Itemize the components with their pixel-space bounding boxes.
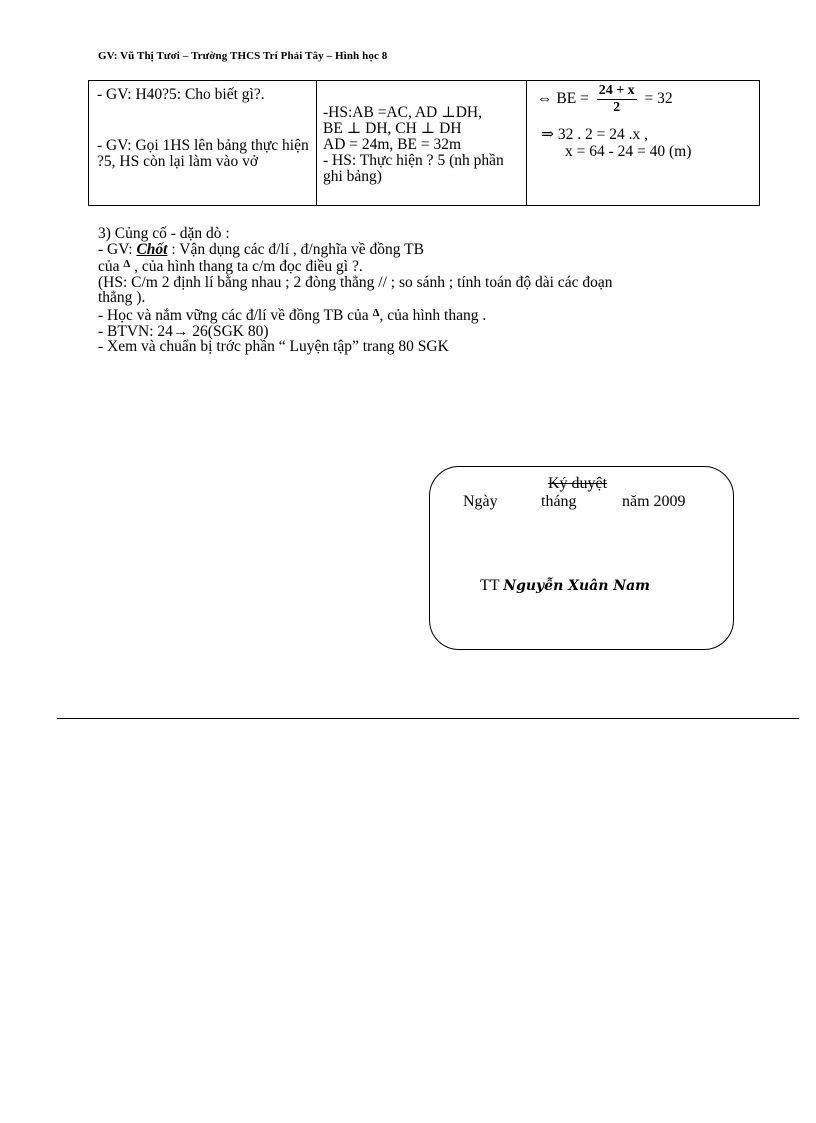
student-line-4: - HS: Thực hiện ? 5 (nh phần ghi bảng) (323, 152, 504, 185)
line-2-rest: : Vận dụng các đ/lí , đ/nghĩa về đồng TB (167, 240, 424, 258)
section-line-8: - Xem và chuẩn bị trớc phần “ Luyện tập” trang 80 SGK (98, 338, 449, 356)
section-line-7: - BTVN: 24→ 26(SGK 80) (98, 322, 269, 340)
approval-box (429, 466, 734, 650)
page-divider (57, 718, 799, 719)
approval-title: Ký duyệt (548, 475, 608, 492)
student-line-2: BE ⊥ DH, CH ⊥ DH (323, 120, 462, 137)
fraction-numerator: 24 + x (598, 83, 635, 98)
board-column (527, 81, 759, 205)
line-2-prefix: - GV: (98, 240, 137, 258)
line-3-post: , của hình thang ta c/m đọc điều gì ?. (130, 258, 363, 276)
chot-label: Chốt (136, 240, 168, 258)
fraction-denominator: 2 (613, 100, 621, 115)
fraction (597, 83, 637, 116)
student-line-3: AD = 24m, BE = 32m (323, 136, 462, 153)
student-line-1: -HS:AB =AC, AD ⊥DH, (323, 104, 482, 121)
line-6-pre: - Học và nắm vững các đ/lí về đồng TB của (98, 306, 373, 324)
section-line-4: (HS: C/m 2 định lí bằng nhau ; 2 đòng thẳng // ; so sánh ; tính toán độ dài các đoạn (98, 273, 613, 291)
triangle-icon: Δ (123, 258, 131, 271)
page-header: GV: Vũ Thị Tươi – Trường THCS Trí Phải Tây – Hình học 8 (98, 50, 388, 62)
lesson-table (88, 80, 760, 206)
section-line-2 (98, 242, 768, 258)
section-line-6 (98, 306, 768, 324)
line-3-pre: của (98, 258, 124, 276)
equation-step-2: ⇒ 32 . 2 = 24 .x , (541, 126, 648, 143)
teacher-prompt-1: - GV: H40?5: Cho biết gì?. (97, 86, 265, 103)
approval-year: năm 2009 (622, 493, 686, 510)
equation-be-right: = 32 (644, 90, 673, 108)
student-column (317, 81, 527, 205)
equation-step-3: x = 64 - 24 = 40 (m) (565, 143, 692, 160)
approval-month: tháng (541, 493, 577, 510)
review-section (98, 226, 768, 355)
section-line-5: thẳng ). (98, 289, 146, 307)
equation-be-left: ⇔ BE = (537, 90, 589, 108)
section-title: 3) Củng cố - dặn dò : (98, 225, 230, 242)
signer-title: TT (480, 577, 504, 594)
section-line-3 (98, 257, 768, 275)
approval-signer (480, 577, 650, 595)
teacher-column (89, 81, 317, 205)
line-6-post: , của hình thang . (379, 306, 487, 324)
signer-name: Nguyễn Xuân Nam (503, 578, 650, 594)
teacher-prompt-2: - GV: Gọi 1HS lên bảng thực hiện ?5, HS còn lại làm vào vở (97, 137, 309, 170)
approval-day: Ngày (463, 493, 498, 510)
equation-be (537, 83, 673, 116)
triangle-icon: Δ (372, 306, 380, 319)
